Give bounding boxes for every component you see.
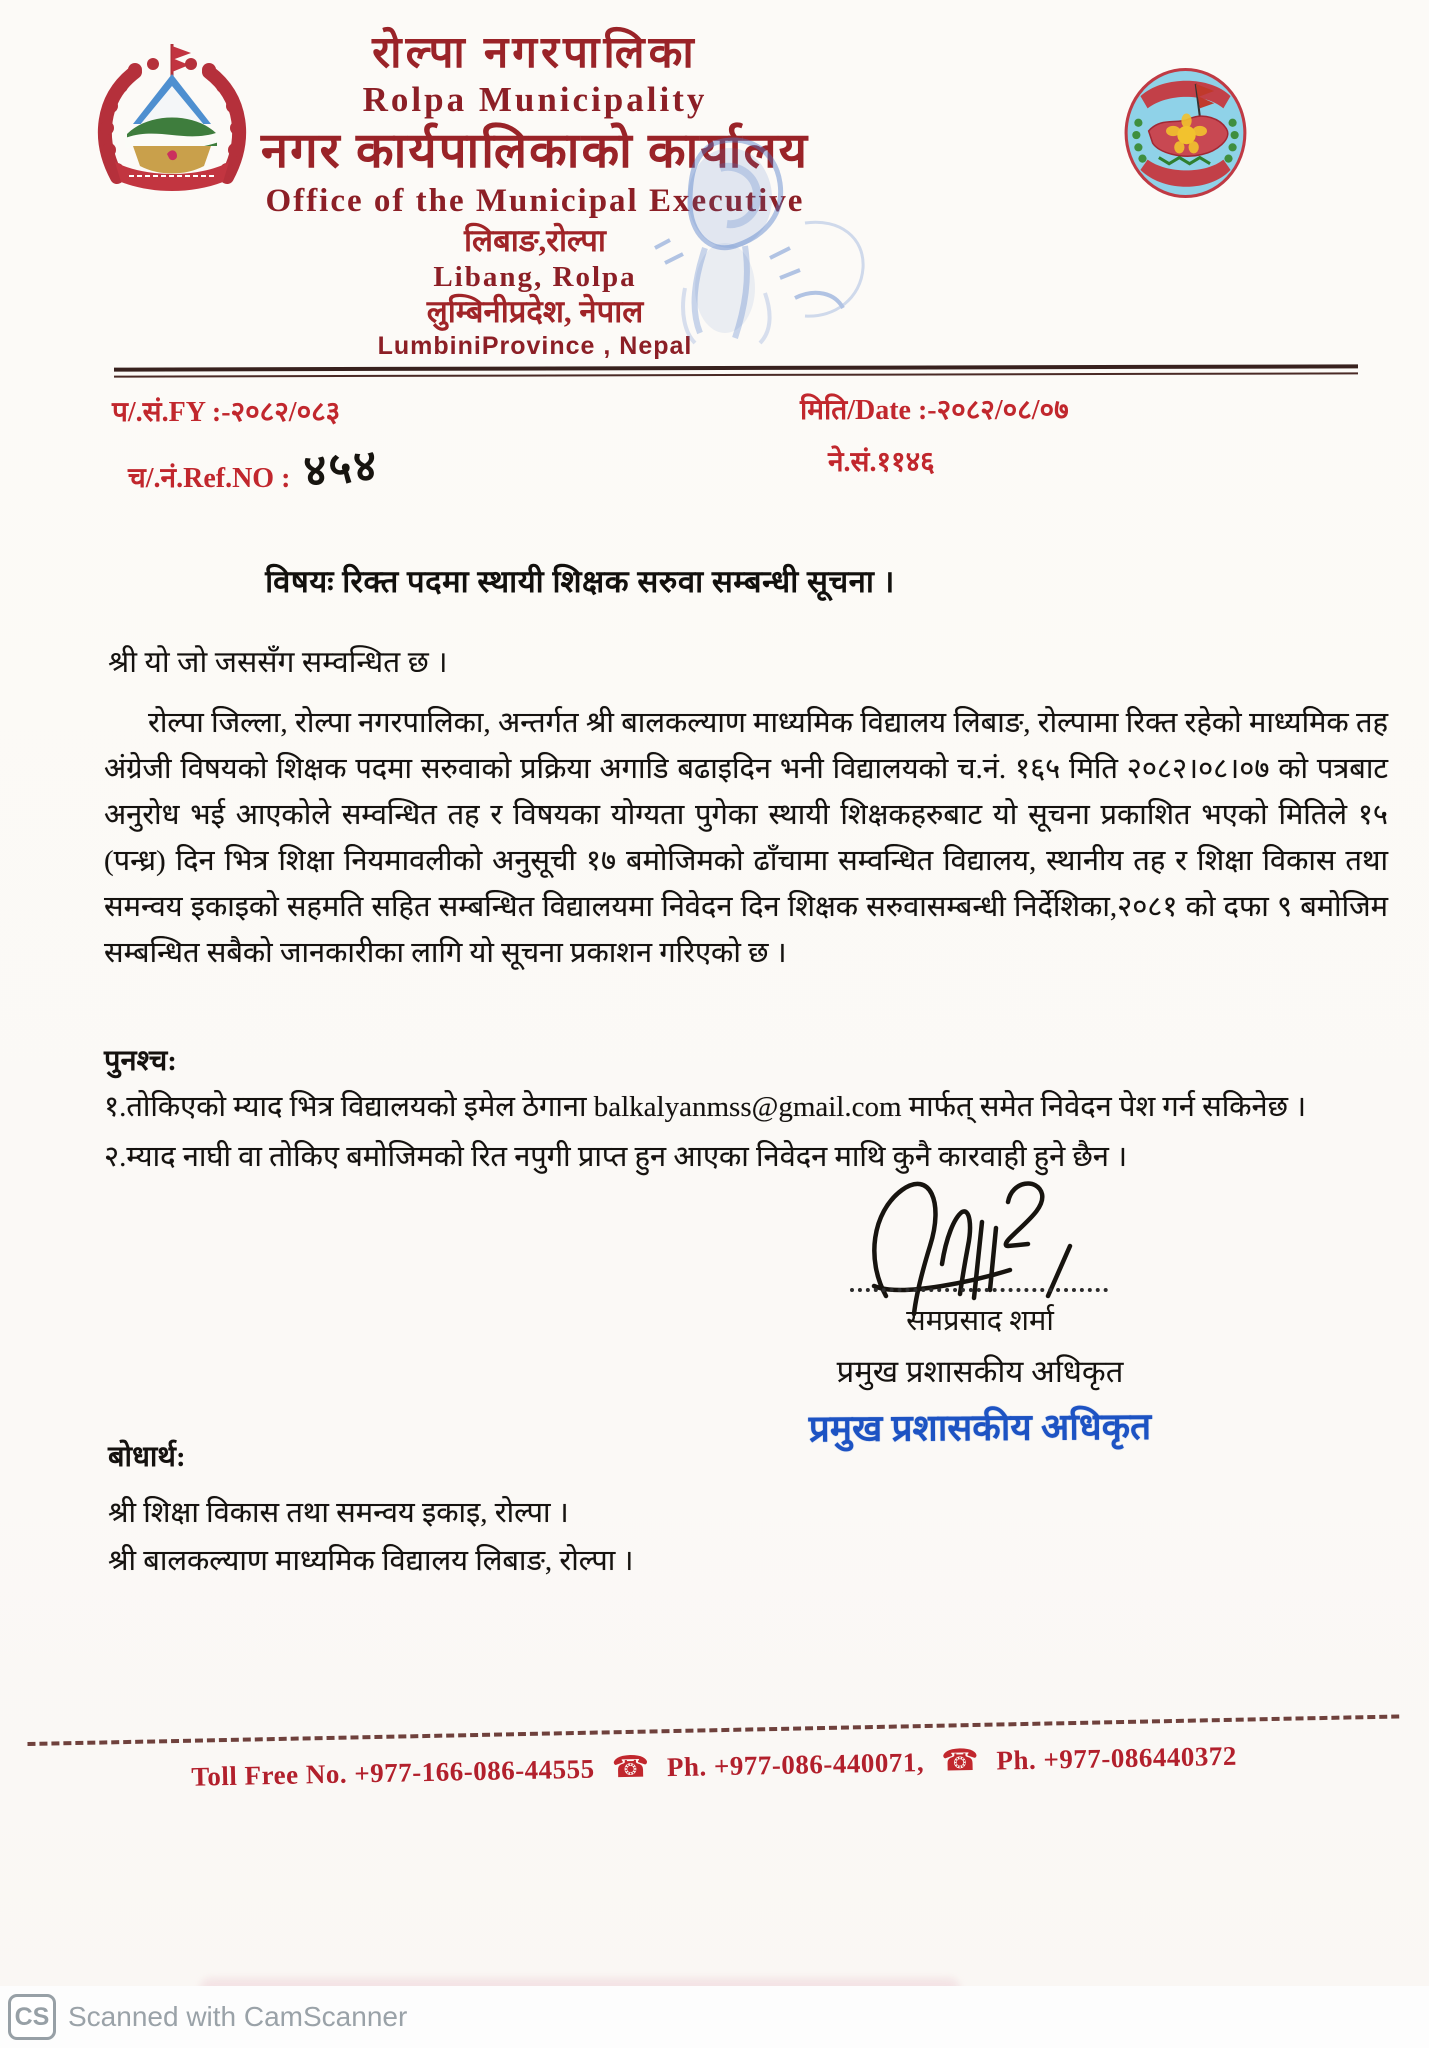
blue-stamp-title: प्रमुख प्रशासकीय अधिकृत: [808, 1406, 1152, 1451]
cc-label: बोधार्थ:: [108, 1441, 186, 1473]
postscript-section: [104, 1040, 1388, 1182]
subject-line: विषयः रिक्त पदमा स्थायी शिक्षक सरुवा सम्बन्धी सूचना ।: [265, 564, 895, 599]
municipality-name-en: Rolpa Municipality: [362, 80, 708, 120]
telephone-icon: ☎: [611, 1749, 651, 1786]
nepal-sambat-line: ने.सं.११४६: [828, 447, 935, 478]
body-paragraph: रोल्पा जिल्ला, रोल्पा नगरपालिका, अन्तर्गत श्री बालकल्याण माध्यमिक विद्यालय लिबाङ, रोल्पामा रिक्त रहेको माध्यमिक तह अंग्रेजी विषयको शिक्षक पदमा सरुवाको प्रक्रिया अगाडि बढाइदिन भनी विद्यालयको च.नं. १६५ मिति २०८२।०८।०७ को पत्रबाट अनुरोध भई आएकोले सम्वन्धित तह र विषयका योग्यता पुगेका स्थायी शिक्षकहरुबाट यो सूचना प्रकाशित भएको मितिले १५ (पन्ध्र) दिन भित्र शिक्षा नियमावलीको अनुसूची १७ बमोजिमको ढाँचामा सम्वन्धित विद्यालय, स्थानीय तह र शिक्षा विकास तथा समन्वय इकाइको सहमति सहित सम्बन्धित विद्यालयमा निवेदन दिन शिक्षक सरुवासम्बन्धी निर्देशिका,२०८१ को दफा ९ बमोजिम सम्बन्धित सबैको जानकारीका लागि यो सूचना प्रकाशन गरिएको छ ।: [104, 707, 1388, 969]
letter-footer: [27, 1714, 1400, 1797]
province-en: LumbiniProvince , Nepal: [377, 331, 693, 360]
cc-item: श्री शिक्षा विकास तथा समन्वय इकाइ, रोल्पा ।: [108, 1497, 569, 1529]
postscript-item: २.म्याद नाघी वा तोकिए बमोजिमको रित नपुगी प्राप्त हुन आएका निवेदन माथि कुनै कारवाही हुने छैन ।: [104, 1141, 1128, 1173]
ref-number-handwritten: ४५४: [302, 439, 381, 498]
province-np: लुम्बिनीप्रदेश, नेपाल: [426, 294, 644, 329]
cc-section: [108, 1436, 633, 1585]
telephone-icon: ☎: [940, 1742, 980, 1779]
camscanner-text: Scanned with CamScanner: [68, 2001, 408, 2032]
office-name-en: Office of the Municipal Executive: [265, 183, 805, 220]
salutation-line: श्री यो जो जससँग सम्वन्धित छ ।: [108, 646, 448, 679]
postscript-item: १.तोकिएको म्याद भित्र विद्यालयको इमेल ठेगाना balkalyanmss@gmail.com मार्फत् समेत निवेदन पेश गर्न सकिनेछ ।: [104, 1091, 1307, 1123]
letterhead-divider: [114, 364, 1358, 377]
signatory-title: प्रमुख प्रशासकीय अधिकृत: [836, 1354, 1124, 1389]
rolpa-municipality-seal-logo: [1122, 64, 1250, 202]
toll-free-number: Toll Free No. +977-166-086-44555: [191, 1753, 595, 1792]
place-en: Libang, Rolpa: [433, 260, 637, 293]
office-name-np: नगर कार्यपालिकाको कार्यालय: [260, 122, 810, 178]
municipality-name-np: रोल्पा नगरपालिका: [372, 28, 698, 77]
ref-number-line: [128, 440, 379, 500]
camscanner-icon: CS: [8, 1994, 56, 2040]
fiscal-year-line: प/.सं.FY :-२०८२/०८३: [112, 397, 341, 428]
cc-item: श्री बालकल्याण माध्यमिक विद्यालय लिबाङ, रोल्पा ।: [108, 1545, 634, 1577]
letterhead: [150, 30, 920, 359]
postscript-label: पुनश्च:: [104, 1045, 177, 1077]
footer-contact-line: [28, 1734, 1400, 1797]
place-np: लिबाङ,रोल्पा: [464, 223, 606, 259]
ref-number-label: च/.नं.Ref.NO :: [128, 463, 291, 494]
signature-dotted-line: [850, 1288, 1108, 1292]
signatory-name: समप्रसाद शर्मा: [906, 1305, 1054, 1337]
phone-number-1: Ph. +977-086-440071,: [666, 1747, 925, 1783]
camscanner-bar: [0, 1986, 1429, 2048]
phone-number-2: Ph. +977-086440372: [996, 1740, 1238, 1776]
date-line: मिति/Date :-२०८२/०८/०७: [800, 395, 1069, 426]
